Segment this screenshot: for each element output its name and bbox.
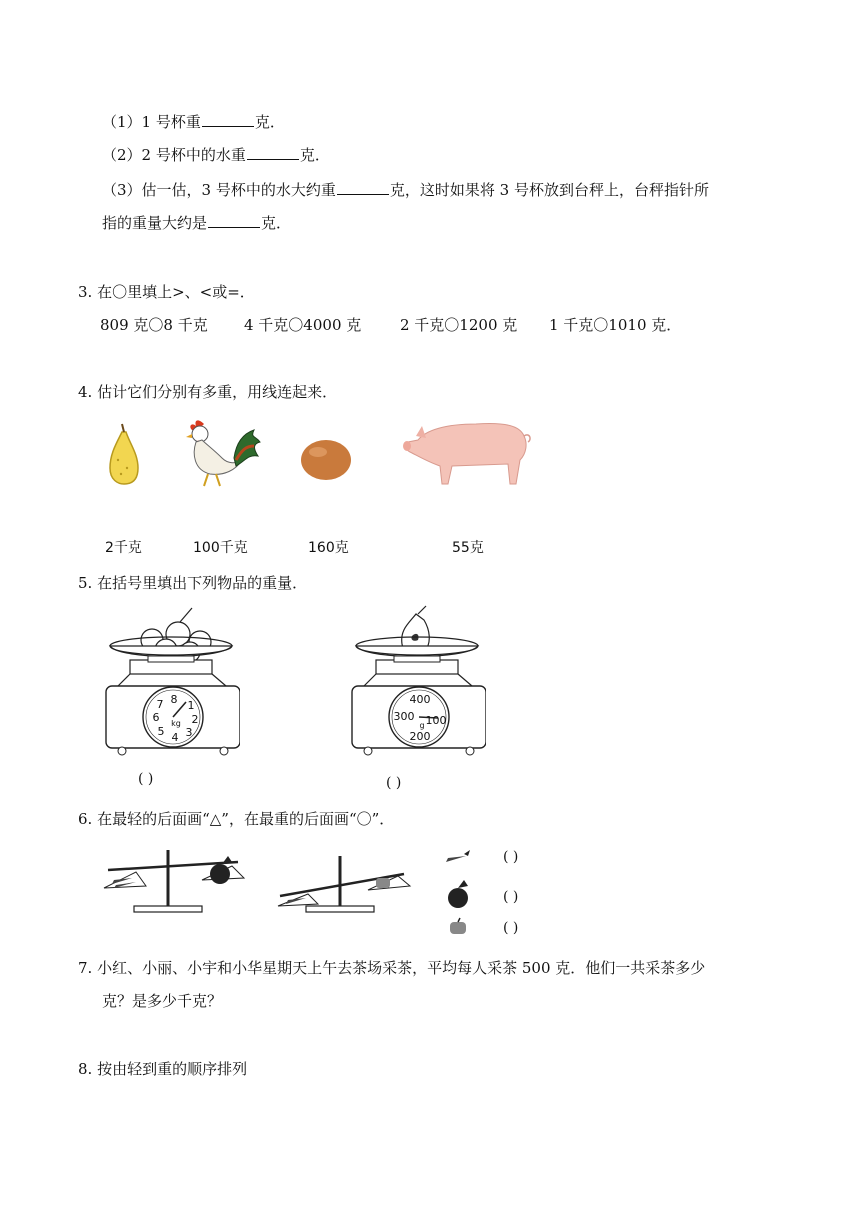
pepper-icon <box>376 878 390 888</box>
dial-number: 400 <box>409 693 431 706</box>
dial-unit: g <box>419 721 425 730</box>
compare-item[interactable]: 809 克〇8 千克 <box>100 316 208 334</box>
q2-sub1: （1）1 号杯重 克． <box>102 113 285 131</box>
q5-title: 5. 在括号里填出下列物品的重量． <box>78 574 308 592</box>
dial-number: 7 <box>156 698 164 711</box>
radish-icon <box>210 856 232 884</box>
weight-option[interactable]: 55克 <box>452 540 484 556</box>
compare-item[interactable]: 4 千克〇4000 克 <box>244 316 362 334</box>
q3-title: 3. 在〇里填上>、<或=． <box>78 283 255 301</box>
q2-sub3-cont: 指的重量大约是 克． <box>102 214 292 232</box>
q7-line2: 克？是多少千克？ <box>102 992 223 1010</box>
dial-number: 300 <box>393 710 415 723</box>
dial-number: 2 <box>191 713 199 726</box>
answer-blank[interactable] <box>202 113 254 127</box>
weight-option[interactable]: 160克 <box>308 540 349 556</box>
answer-blank[interactable] <box>208 214 260 228</box>
vegetable-column <box>440 846 480 938</box>
weight-option[interactable]: 2千克 <box>105 540 142 556</box>
answer-paren[interactable]: ( ) <box>503 889 519 905</box>
dial-number: 4 <box>171 731 179 744</box>
scale-g <box>346 600 486 760</box>
dial-number: 8 <box>170 693 178 706</box>
q2-sub3: （3）估一估，3 号杯中的水大约重 克，这时如果将 3 号杯放到台秤上，台秤指针所 <box>102 181 709 199</box>
answer-paren[interactable]: ( ) <box>386 775 402 791</box>
pear-icon <box>110 424 138 484</box>
weight-option[interactable]: 100千克 <box>193 540 248 556</box>
compare-item[interactable]: 2 千克〇1200 克 <box>400 316 518 334</box>
rooster-icon <box>186 420 260 486</box>
answer-paren[interactable]: ( ) <box>138 771 154 787</box>
compare-item[interactable]: 1 千克〇1010 克． <box>549 316 682 334</box>
q8-title: 8. 按由轻到重的顺序排列 <box>78 1060 248 1078</box>
pig-icon <box>403 424 530 485</box>
q2-sub2: （2）2 号杯中的水重 克． <box>102 146 330 164</box>
answer-paren[interactable]: ( ) <box>503 849 519 865</box>
q4-title: 4. 估计它们分别有多重，用线连起来． <box>78 383 338 401</box>
answer-blank[interactable] <box>247 146 299 160</box>
dial-number: 1 <box>187 699 195 712</box>
pepper-icon <box>450 918 466 934</box>
dial-number: 3 <box>185 726 193 739</box>
scale-kg <box>100 600 240 760</box>
radish-icon <box>448 880 468 908</box>
q4-pictures <box>96 410 536 500</box>
dial-number: 6 <box>152 711 160 724</box>
answer-paren[interactable]: ( ) <box>503 920 519 936</box>
dial-unit: kg <box>171 719 181 728</box>
balance-1 <box>98 840 248 926</box>
q6-title: 6. 在最轻的后面画“△”，在最重的后面画“〇”． <box>78 810 395 828</box>
dial-number: 100 <box>425 714 447 727</box>
balance-2 <box>268 848 418 928</box>
dial-number: 5 <box>157 725 165 738</box>
answer-blank[interactable] <box>337 181 389 195</box>
dial-number: 200 <box>409 730 431 743</box>
carrot-icon <box>446 850 470 862</box>
q7-line1: 7. 小红、小丽、小宇和小华星期天上午去茶场采茶，平均每人采茶 500 克．他们一共采茶多少 <box>78 959 706 977</box>
egg-icon <box>301 440 351 480</box>
